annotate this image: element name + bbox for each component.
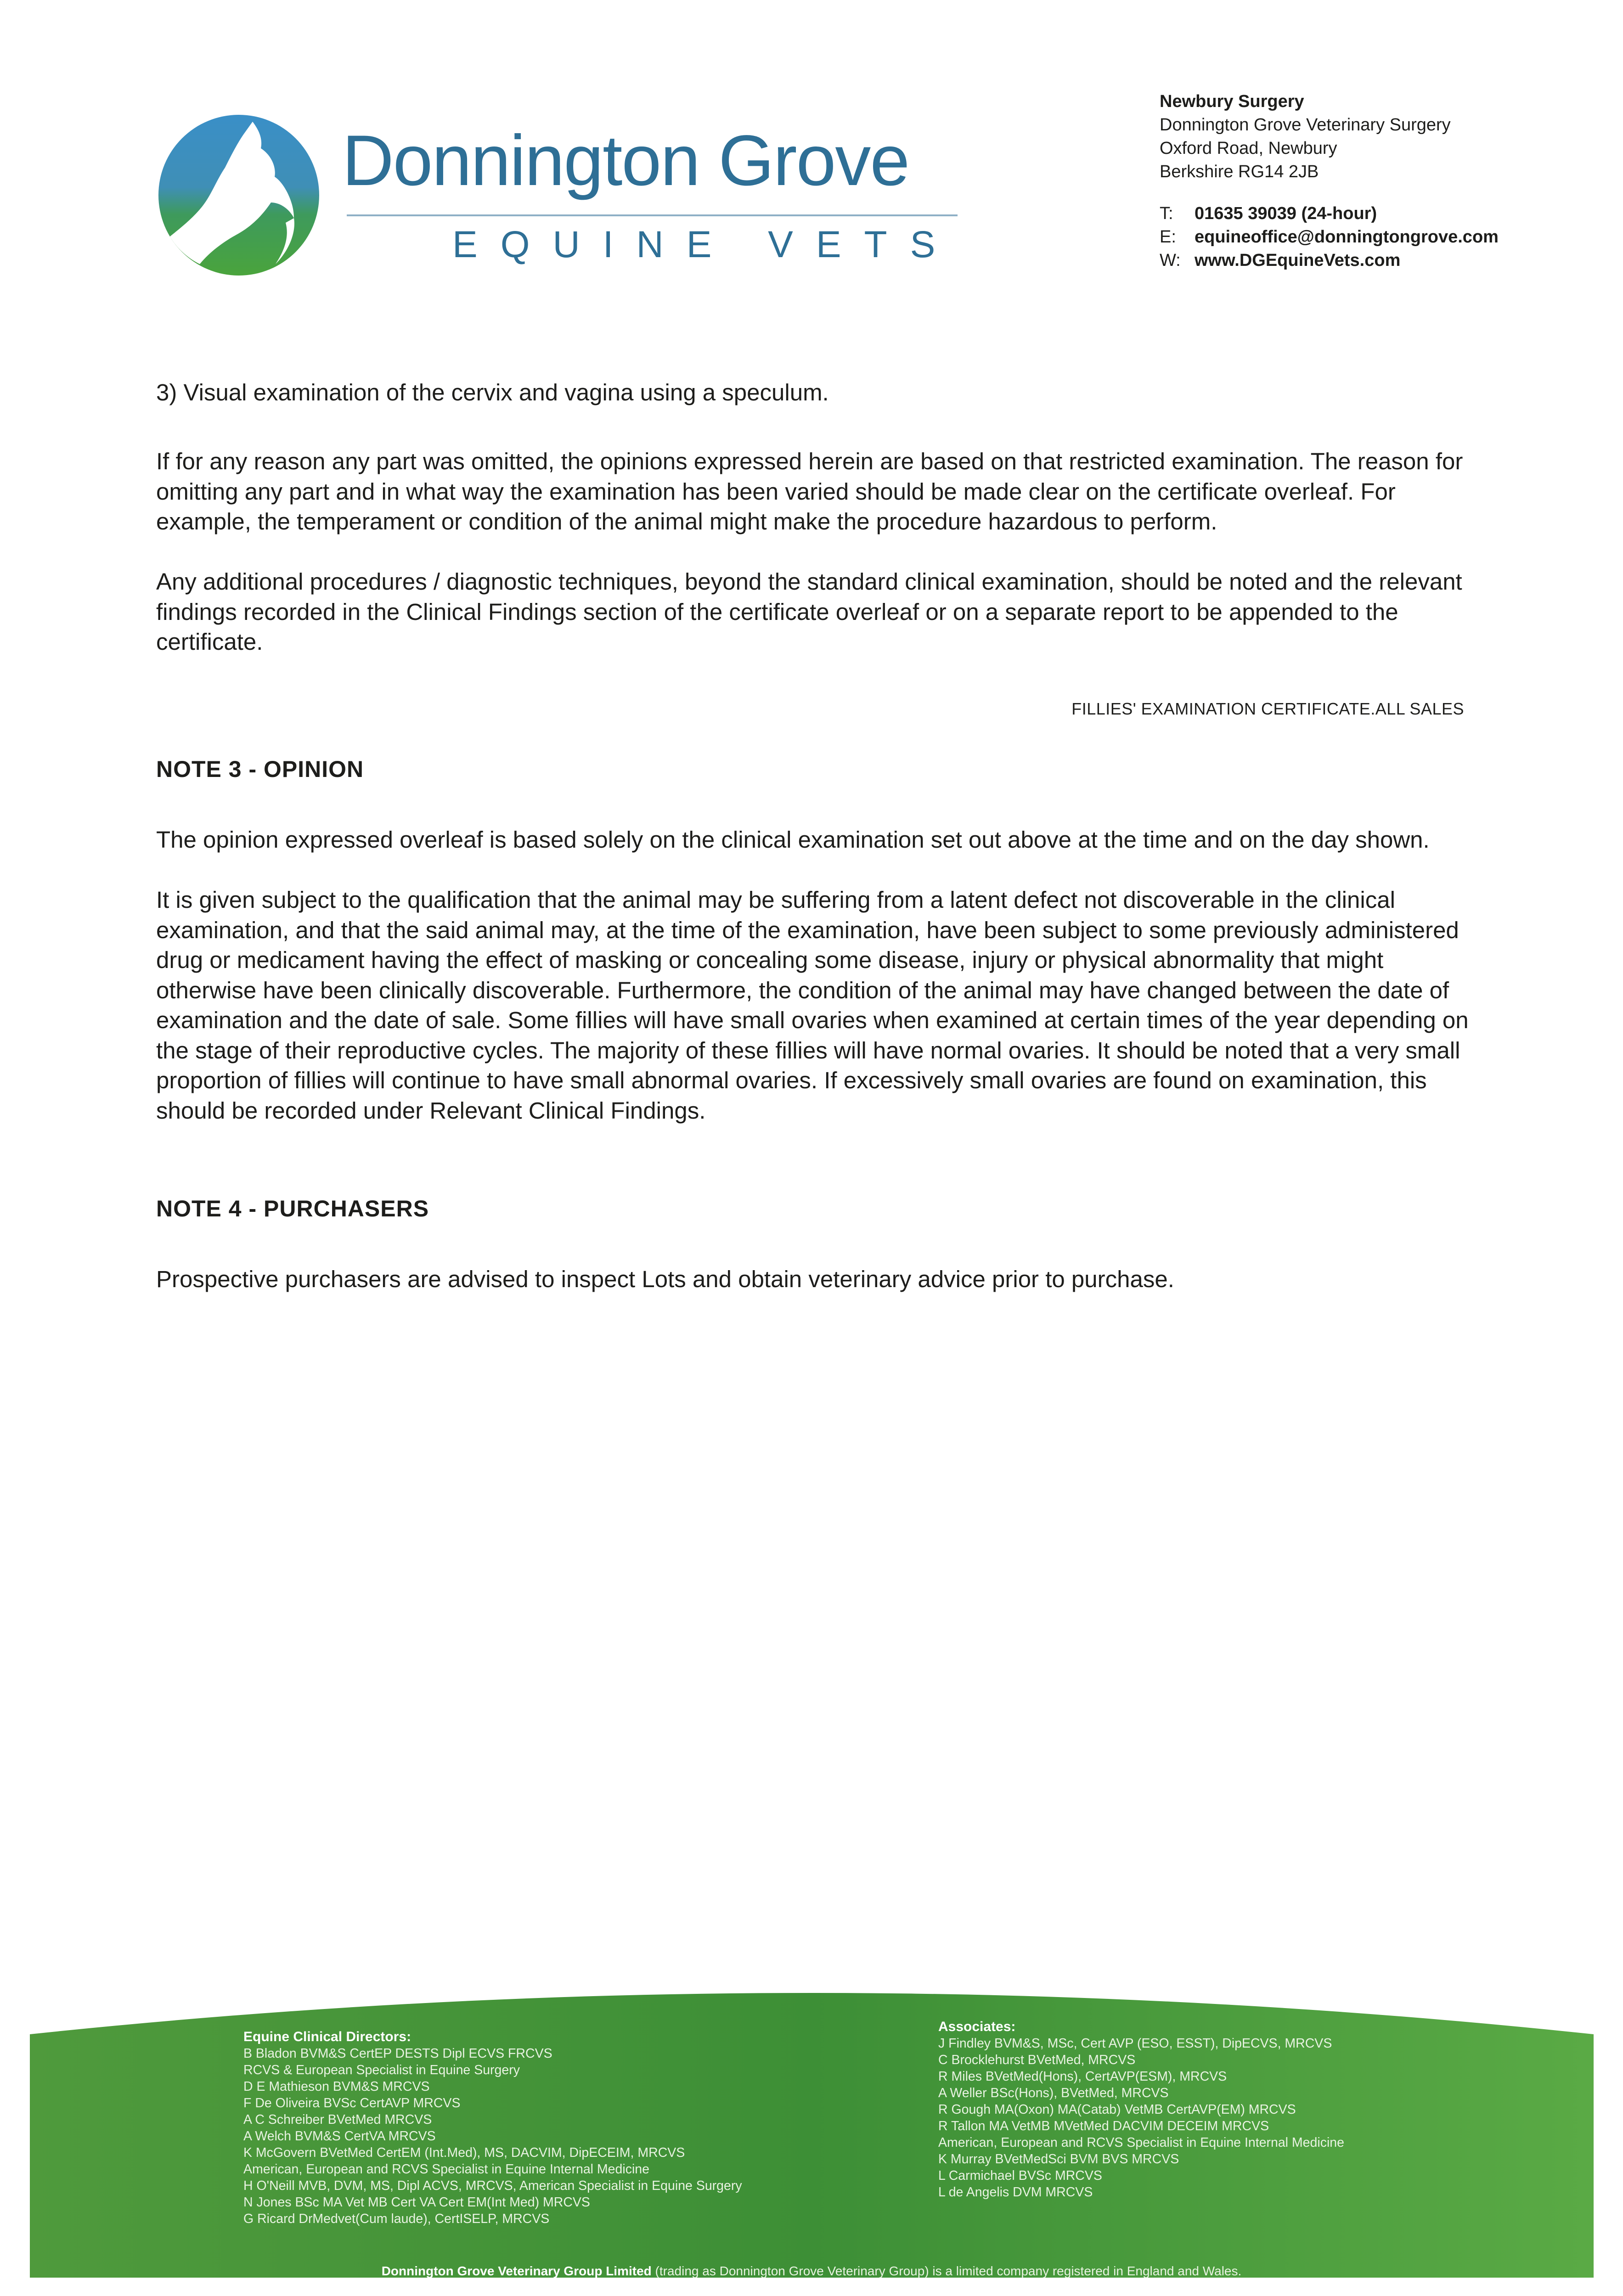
director-entry: N Jones BSc MA Vet MB Cert VA Cert EM(Int Med) MRCVS <box>243 2195 590 2210</box>
director-entry: D E Mathieson BVM&S MRCVS <box>243 2079 430 2094</box>
clinical-directors <box>243 2029 742 2227</box>
directors-title: Equine Clinical Directors: <box>243 2029 411 2044</box>
associates <box>938 2019 1344 2200</box>
paragraph-additional-procedures: Any additional procedures / diagnostic techniques, beyond the standard clinical examination, should be noted and the relevant findings recorded in the Clinical Findings section of the certificate overleaf or on a separate report to be appended to the certificate. <box>156 568 1462 655</box>
director-entry: F De Oliveira BVSc CertAVP MRCVS <box>243 2096 461 2110</box>
director-entry: RCVS & European Specialist in Equine Surgery <box>243 2063 520 2077</box>
associates-title: Associates: <box>938 2019 1016 2034</box>
director-entry: American, European and RCVS Specialist in Equine Internal Medicine <box>243 2162 649 2177</box>
director-entry: B Bladon BVM&S CertEP DESTS Dipl ECVS FRCVS <box>243 2046 552 2061</box>
note-4-paragraph: Prospective purchasers are advised to inspect Lots and obtain veterinary advice prior to purchase. <box>156 1266 1174 1292</box>
associate-entry: R Tallon MA VetMB MVetMed DACVIM DECEIM MRCVS <box>938 2119 1269 2133</box>
director-entry: K McGovern BVetMed CertEM (Int.Med), MS, DACVIM, DipECEIM, MRCVS <box>243 2145 685 2160</box>
paragraph-omitted-parts: If for any reason any part was omitted, the opinions expressed herein are based on that restricted examination. The reason for omitting any part and in what way the examination has been varied should be made clear on the certificate overleaf. For example, the temperament or condition of the animal might make the procedure hazardous to perform. <box>156 448 1463 535</box>
address-line: Berkshire RG14 2JB <box>1160 162 1319 181</box>
note-3-paragraph-1: The opinion expressed overleaf is based solely on the clinical examination set out above at the time and on the day shown. <box>156 827 1430 853</box>
associate-entry: L Carmichael BVSc MRCVS <box>938 2168 1102 2183</box>
email-label: E: <box>1160 227 1176 247</box>
address-line: Oxford Road, Newbury <box>1160 139 1337 158</box>
note-3-paragraph-2: It is given subject to the qualification that the animal may be suffering from a latent defect not discoverable in the clinical examination, and that the said animal may, at the time of the examination, have been subject to some previously administered drug or medicament having the effect of masking or concealing some disease, injury or physical abnormality that might otherwise have been clinically discoverable. Furthermore, the condition of the animal may have changed between the date of examination and the date of sale. Some fillies will have small ovaries when examined at certain times of the year depending on the stage of their reproductive cycles. The majority of these fillies will have normal ovaries. It should be noted that a very small proportion of fillies will continue to have small abnormal ovaries. If excessively small ovaries are found on examination, this should be recorded under Relevant Clinical Findings. <box>156 887 1469 1124</box>
associate-entry: L de Angelis DVM MRCVS <box>938 2185 1093 2200</box>
director-entry: A C Schreiber BVetMed MRCVS <box>243 2112 432 2127</box>
item-3-speculum: 3) Visual examination of the cervix and vagina using a speculum. <box>156 379 829 405</box>
company-registration <box>0 2264 1623 2279</box>
brand-subtitle: EQUINE VETS <box>452 224 958 265</box>
brand-name: Donnington Grove <box>342 121 909 201</box>
company-name: Donnington Grove Veterinary Group Limited <box>381 2264 652 2278</box>
associate-entry: R Miles BVetMed(Hons), CertAVP(ESM), MRCVS <box>938 2069 1227 2084</box>
phone-row <box>1160 202 1499 225</box>
note-4-heading: NOTE 4 - PURCHASERS <box>156 1196 429 1221</box>
website-link[interactable]: www.DGEquineVets.com <box>1195 251 1401 270</box>
associate-entry: A Weller BSc(Hons), BVetMed, MRCVS <box>938 2086 1169 2100</box>
director-entry: G Ricard DrMedvet(Cum laude), CertISELP, MRCVS <box>243 2212 550 2226</box>
address-line: Donnington Grove Veterinary Surgery <box>1160 115 1451 135</box>
web-label: W: <box>1160 251 1181 270</box>
phone-number: 01635 39039 (24-hour) <box>1195 204 1377 223</box>
email-link[interactable]: equineoffice@donningtongrove.com <box>1195 227 1499 247</box>
company-note: (trading as Donnington Grove Veterinary Group) is a limited company registered in England and Wales. <box>651 2264 1242 2278</box>
office-name: Newbury Surgery <box>1160 92 1304 111</box>
associate-entry: K Murray BVetMedSci BVM BVS MRCVS <box>938 2152 1179 2167</box>
email-row <box>1160 225 1499 249</box>
phone-label: T: <box>1160 204 1173 223</box>
associate-entry: American, European and RCVS Specialist in Equine Internal Medicine <box>938 2135 1344 2150</box>
web-row <box>1160 249 1499 272</box>
director-entry: H O'Neill MVB, DVM, MS, Dipl ACVS, MRCVS, American Specialist in Equine Surgery <box>243 2178 742 2193</box>
contact-block <box>1160 90 1499 272</box>
brand-divider <box>347 214 958 216</box>
director-entry: A Welch BVM&S CertVA MRCVS <box>243 2129 436 2144</box>
donnington-grove-logo <box>156 113 321 278</box>
associate-entry: C Brocklehurst BVetMed, MRCVS <box>938 2053 1136 2067</box>
certificate-label: FILLIES' EXAMINATION CERTIFICATE.ALL SALES <box>1071 699 1464 718</box>
associate-entry: J Findley BVM&S, MSc, Cert AVP (ESO, ESST), DipECVS, MRCVS <box>938 2036 1332 2051</box>
note-3-heading: NOTE 3 - OPINION <box>156 756 364 782</box>
associate-entry: R Gough MA(Oxon) MA(Catab) VetMB CertAVP(EM) MRCVS <box>938 2102 1296 2117</box>
